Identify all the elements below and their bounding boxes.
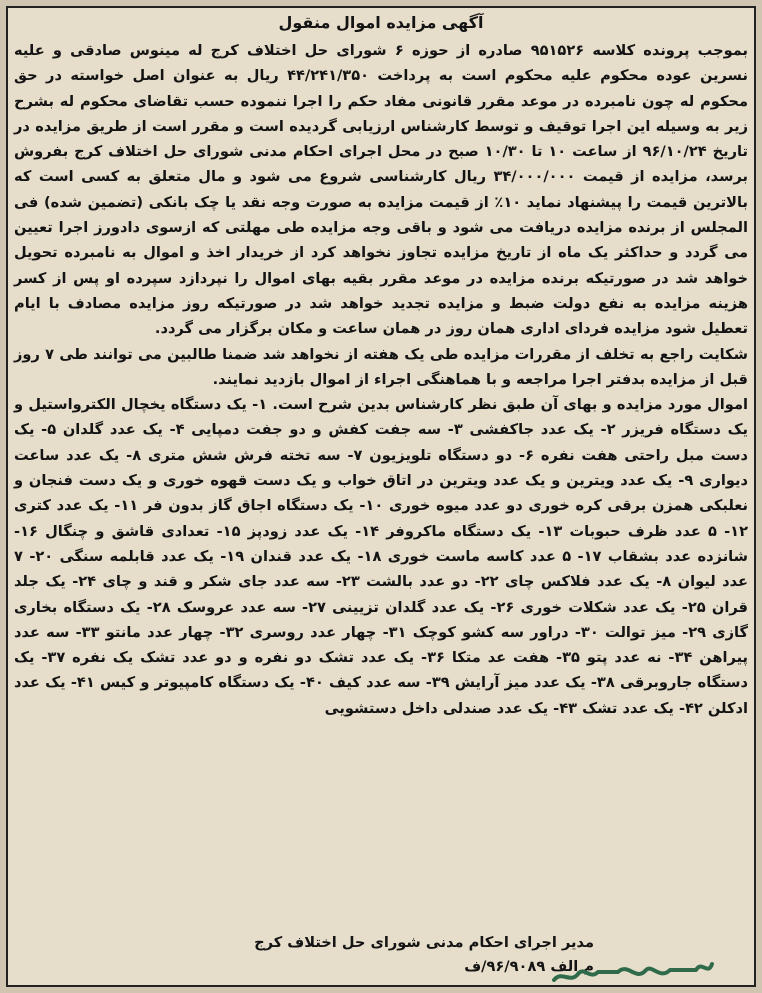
signature-block [34,931,594,979]
notice-content [14,12,748,981]
notice-paragraph-main: بموجب پرونده کلاسه ۹۵۱۵۲۶ صادره از حوزه ۶ شورای حل اختلاف کرج له مینوس صادقی و علیه نسرین عوده محکوم علیه محکوم است به پرداخت ۴۴/۲۴۱/۳۵۰ ریال به عنوان اصل خواسته در حق محکوم له چون نامبرده در موعد مقرر قانونی مفاد حکم را اجرا ننموده حسب تقاضای محکوم له بشرح زیر به وسیله این اجرا توقیف و توسط کارشناس ارزیابی گردیده است و مقرر است از طریق مزایده در تاریخ ۹۶/۱۰/۲۴ از ساعت ۱۰ تا ۱۰/۳۰ صبح در محل اجرای احکام مدنی شورای حل اختلاف کرج بفروش برسد، مزایده از قیمت ۳۴/۰۰۰/۰۰۰ ریال کارشناسی شروع می شود و مال متعلق به کسی است که بالاترین قیمت را پیشنهاد نماید ۱۰٪ از قیمت مزایده به صورت وجه نقد یا چک بانکی (تضمین شده) فی المجلس از برنده مزایده دریافت می شود و باقی وجه مزایده طی مهلتی که ازسوی دادورز اجرا تعیین می گردد و حداکثر یک ماه از تاریخ مزایده تجاوز نخواهد کرد از خریدار اخذ و اموال به نامبرده تحویل خواهد شد در صورتیکه برنده مزایده در موعد مقرر بقیه بهای اموال را نپردازد سپرده او پس از کسر هزینه مزایده به نفع دولت ضبط و مزایده تجدید خواهد شد در صورتیکه روز مزایده مصادف با ایام تعطیل شود مزایده فردای اداری همان روز در همان ساعت و مکان برگزار می گردد. [14,42,749,338]
signature-reference: م الف ۹۶/۹۰۸۹/ف [464,958,594,975]
signature-office: مدیر اجرای احکام مدنی شورای حل اختلاف کرج [254,934,594,951]
auction-notice [6,6,756,987]
notice-paragraph-items: اموال مورد مزایده و بهای آن طبق نظر کارشناس بدین شرح است. ۱- یک دستگاه یخچال الکترواستیل و یک دستگاه فریزر ۲- یک عدد جاکفشی ۳- سه جفت کفش و دو جفت دمپایی ۴- یک عدد گلدان ۵- یک دست مبل راحتی هفت نفره ۶- دو دستگاه تلویزیون ۷- سه تخته فرش شش متری ۸- یک عدد ساعت دیواری ۹- یک عدد ویترین و یک عدد ویترین در اتاق خواب و یک دست قهوه خوری و یک دست فنجان و نعلبکی همزن برقی کره خوری دو عدد میوه خوری ۱۰- یک دستگاه اجاق گاز بدون فر ۱۱- یک عدد کتری ۱۲- ۵ عدد ظرف حبوبات ۱۳- یک دستگاه ماکروفر ۱۴- یک عدد زودپز ۱۵- تعدادی قاشق و چنگال ۱۶- شانزده عدد بشقاب ۱۷- ۵ عدد کاسه ماست خوری ۱۸- یک عدد قندان ۱۹- یک عدد قابلمه سنگی ۲۰- ۷ عدد لیوان ۸- یک عدد فلاکس چای ۲۲- دو عدد بالشت ۲۳- سه عدد جای شکر و قند و چای ۲۴- یک جلد قران ۲۵- یک عدد شکلات خوری ۲۶- یک عدد گلدان تزیینی ۲۷- سه عدد عروسک ۲۸- یک دستگاه بخاری گازی ۲۹- میز توالت ۳۰- دراور سه کشو کوچک ۳۱- چهار عدد روسری ۳۲- چهار عدد مانتو ۳۳- سه عدد پیراهن ۳۴- نه عدد پتو ۳۵- هفت عد متکا ۳۶- یک عدد تشک دو نفره و دو عدد تشک یک نفره ۳۷- یک دستگاه جاروبرقی ۳۸- یک عدد میز آرایش ۳۹- سه عدد کیف ۴۰- یک دستگاه کامپیوتر و کیس ۴۱- یک عدد ادکلن ۴۲- یک عدد تشک ۴۳- یک عدد صندلی داخل دستشویی [14,396,749,717]
handwritten-mark [548,950,718,990]
notice-title: آگهی مزایده اموال منقول [278,13,484,32]
notice-paragraph-complaint: شکایت راجع به تخلف از مقررات مزایده طی یک هفته از نخواهد شد ضمنا طالبین می توانند طی ۷ روز قبل از مزایده بدفتر اجرا مراجعه و با هماهنگی اجراء از اموال بازدید نمایند. [14,345,748,388]
notice-body [14,38,748,721]
